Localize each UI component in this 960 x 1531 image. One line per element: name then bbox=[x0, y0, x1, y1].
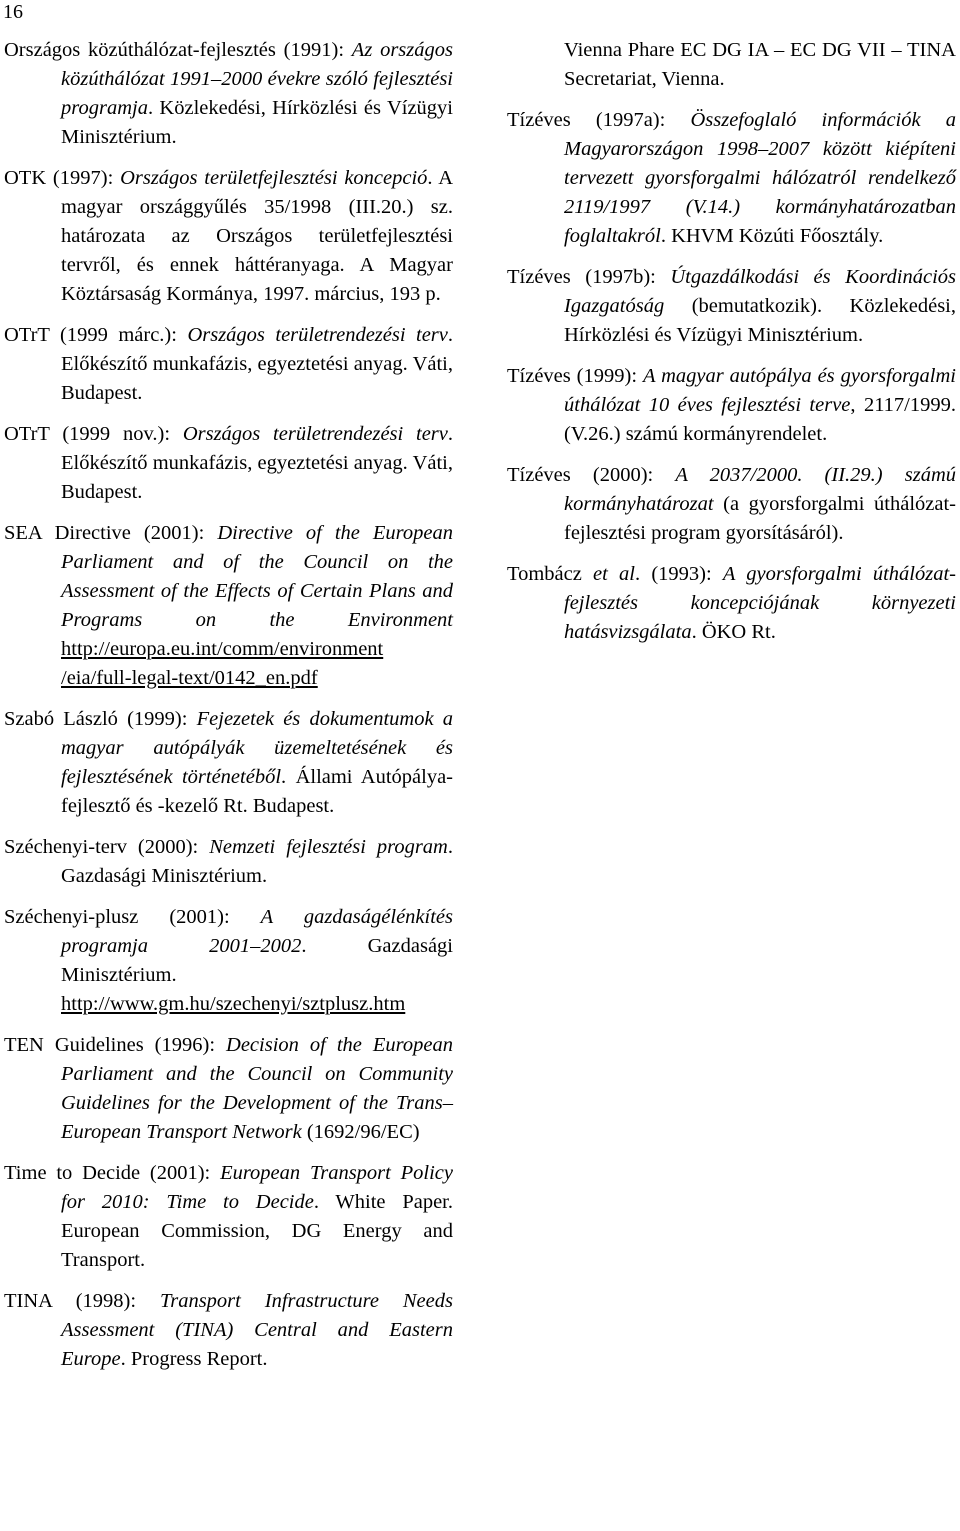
reference-title: Országos területrendezési terv bbox=[182, 423, 448, 445]
reference-title: Nemzeti fejlesztési program bbox=[209, 836, 448, 858]
reference-title: Országos területfejlesztési koncepció bbox=[120, 167, 428, 189]
page-number: 16 bbox=[3, 1, 23, 23]
reference-title: Útgazdálkodási és Koordinációs Igazgatóság bbox=[564, 266, 956, 317]
reference-text: Vienna Phare EC DG IA – EC DG VII – TINA Secretariat, Vienna. bbox=[564, 39, 956, 90]
reference-title: A magyar autópálya és gyorsforgalmi úthálózat 10 éves fejlesztési terve bbox=[564, 365, 957, 416]
reference-entry bbox=[4, 833, 453, 891]
reference-entry bbox=[4, 164, 453, 309]
reference-text: . White Paper. European Commission, DG Energy and Transport. bbox=[61, 1191, 453, 1271]
reference-title: Transport Infrastructure Needs Assessment (TINA) Central and Eastern Europe bbox=[61, 1290, 453, 1370]
references-left-column bbox=[4, 36, 453, 1386]
reference-text: Széchenyi-terv (2000): bbox=[4, 836, 210, 858]
reference-entry bbox=[507, 560, 956, 647]
reference-entry bbox=[4, 420, 453, 507]
reference-title: Directive of the European Parliament and of the Council on the Assessment of the Effects of Certain Plans and Programs on the Environment bbox=[61, 522, 453, 631]
reference-text: (a gyorsforgalmi úthálózat-fejlesztési program gyorsításáról). bbox=[564, 493, 956, 544]
reference-text: Tízéves (1999): bbox=[507, 365, 643, 387]
reference-text: Széchenyi-plusz (2001): bbox=[4, 906, 261, 928]
reference-entry-continuation bbox=[507, 36, 956, 94]
reference-text: . Közlekedési, Hírközlési és Vízügyi Minisztérium. bbox=[61, 97, 453, 148]
reference-text: . (1993): bbox=[635, 563, 723, 585]
reference-text: (1692/96/EC) bbox=[301, 1121, 420, 1143]
reference-text: . Gazdasági Minisztérium. bbox=[61, 935, 453, 986]
reference-text: . ÖKO Rt. bbox=[691, 621, 776, 643]
reference-text: Országos közúthálózat-fejlesztés (1991): bbox=[4, 39, 352, 61]
reference-text: . Gazdasági Minisztérium. bbox=[61, 836, 453, 887]
reference-entry bbox=[4, 1159, 453, 1275]
reference-entry bbox=[507, 263, 956, 350]
reference-entry bbox=[4, 705, 453, 821]
references-right-column bbox=[507, 36, 956, 659]
reference-text: Tízéves (2000): bbox=[507, 464, 676, 486]
reference-title: A gazdaságélénkítés programja 2001–2002 bbox=[61, 906, 453, 957]
reference-entry bbox=[4, 519, 453, 693]
reference-title: European Transport Policy for 2010: Time to Decide bbox=[61, 1162, 453, 1213]
reference-text: OTrT (1999 márc.): bbox=[4, 324, 188, 346]
reference-url-link[interactable]: http://europa.eu.int/comm/environment /eia/full-legal-text/0142_en.pdf bbox=[61, 638, 384, 689]
reference-text: . Állami Autópálya-fejlesztő és -kezelő Rt. Budapest. bbox=[61, 766, 453, 817]
reference-title: Összefoglaló információk a Magyarországon 1998–2007 között kiépíteni tervezett gyorsforgalmi hálózatról rendelkező 2119/1997 (V.14.) kormányhatározatban foglaltakról bbox=[564, 109, 956, 247]
reference-title: Országos területrendezési terv bbox=[187, 324, 448, 346]
reference-title: A 2037/2000. (II.29.) számú kormányhatározat bbox=[564, 464, 956, 515]
reference-title: Az országos közúthálózat 1991–2000 évekre szóló fejlesztési programja bbox=[61, 39, 453, 119]
reference-text: TEN Guidelines (1996): bbox=[4, 1034, 227, 1056]
reference-title: et al bbox=[593, 563, 635, 585]
reference-text: OTK (1997): bbox=[4, 167, 121, 189]
reference-text: TINA (1998): bbox=[4, 1290, 160, 1312]
reference-text: Tízéves (1997b): bbox=[507, 266, 671, 288]
reference-text: Tízéves (1997a): bbox=[507, 109, 691, 131]
reference-title: Fejezetek és dokumentumok a magyar autópályák üzemeltetésének és fejlesztésének történetéből bbox=[61, 708, 453, 788]
reference-text: Time to Decide (2001): bbox=[4, 1162, 221, 1184]
reference-title: Decision of the European Parliament and the Council on Community Guidelines for the Development of the Trans–European Transport Network bbox=[61, 1034, 453, 1143]
reference-entry bbox=[507, 362, 956, 449]
reference-text: . Progress Report. bbox=[120, 1348, 268, 1370]
reference-text: . A magyar országgyűlés 35/1998 (III.20.) sz. határozata az Országos területfejlesztési tervről, és ennek háttéranyaga. A Magyar Köztársaság Kormánya, 1997. március, 193 p. bbox=[61, 167, 454, 305]
reference-url-link[interactable]: http://www.gm.hu/szechenyi/sztplusz.htm bbox=[61, 993, 406, 1015]
reference-text: Szabó László (1999): bbox=[4, 708, 197, 730]
reference-entry bbox=[4, 1287, 453, 1374]
reference-text: (bemutatkozik). Közlekedési, Hírközlési és Vízügyi Minisztérium. bbox=[564, 295, 956, 346]
reference-text: . Előkészítő munkafázis, egyeztetési anyag. Váti, Budapest. bbox=[61, 324, 454, 404]
reference-entry bbox=[4, 903, 453, 1019]
reference-entry bbox=[4, 36, 453, 152]
reference-title: A gyorsforgalmi úthálózat-fejlesztés koncepciójának környezeti hatásvizsgálata bbox=[564, 563, 956, 643]
reference-entry bbox=[507, 106, 956, 251]
reference-entry bbox=[4, 1031, 453, 1147]
reference-text: , 2117/1999. (V.26.) számú kormányrendelet. bbox=[564, 394, 956, 445]
reference-text: OTrT (1999 nov.): bbox=[4, 423, 183, 445]
reference-entry bbox=[507, 461, 956, 548]
reference-text: . KHVM Közúti Főosztály. bbox=[660, 225, 884, 247]
reference-text: SEA Directive (2001): bbox=[4, 522, 218, 544]
reference-text: Tombácz bbox=[507, 563, 594, 585]
reference-entry bbox=[4, 321, 453, 408]
reference-text: . Előkészítő munkafázis, egyeztetési anyag. Váti, Budapest. bbox=[61, 423, 454, 503]
